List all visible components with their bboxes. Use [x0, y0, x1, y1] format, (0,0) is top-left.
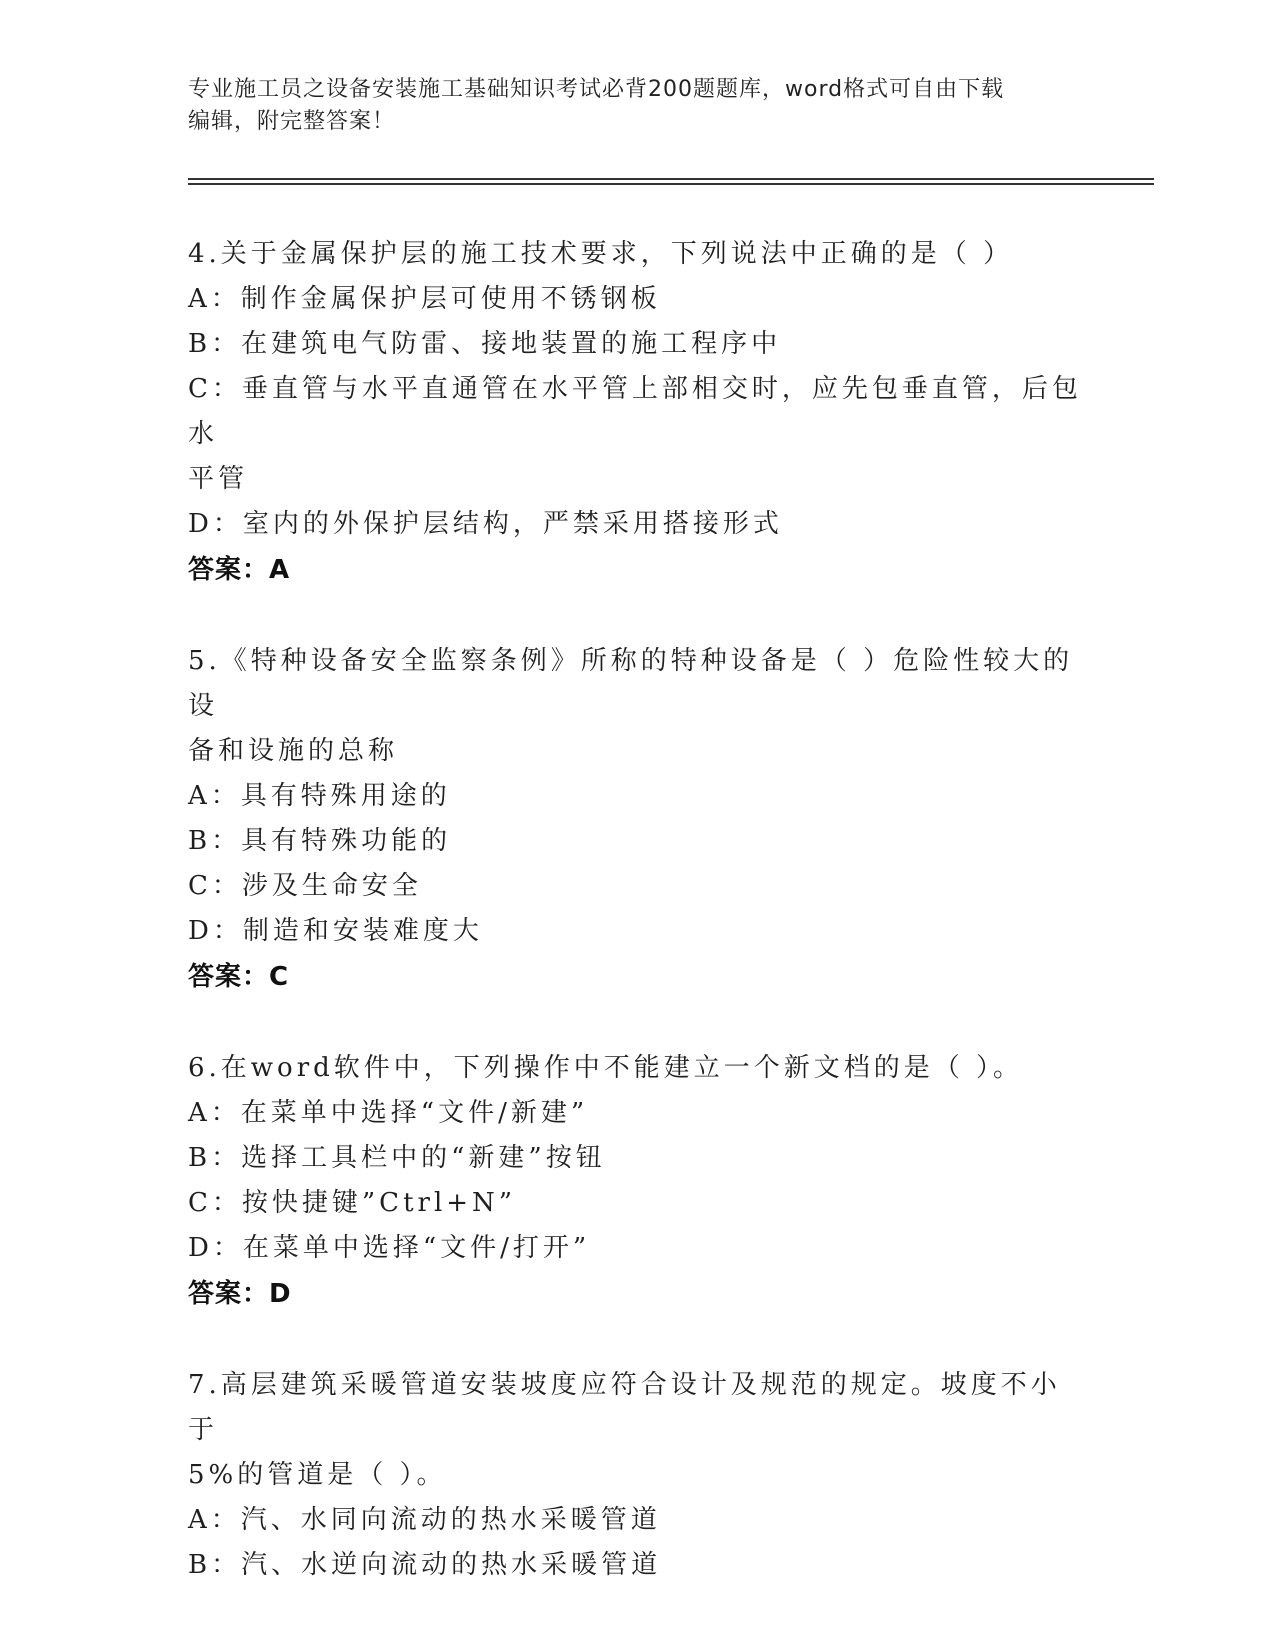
answer-line: 答案：A [188, 555, 291, 585]
question-stem: 5%的管道是（ ）。 [188, 1460, 447, 1490]
option-line: B：汽、水逆向流动的热水采暖管道 [188, 1550, 662, 1580]
question-stem: 4.关于金属保护层的施工技术要求，下列说法中正确的是（ ） [188, 239, 1014, 269]
option-line: C：按快捷键”Ctrl+N” [188, 1188, 517, 1218]
question-block [188, 232, 1088, 593]
option-line: A：制作金属保护层可使用不锈钢板 [188, 284, 661, 314]
option-line: D：制造和安装难度大 [188, 916, 483, 946]
header-divider-bottom [188, 183, 1154, 185]
question-block [188, 1363, 1088, 1588]
option-line: A：汽、水同向流动的热水采暖管道 [188, 1505, 661, 1535]
option-line: A：具有特殊用途的 [188, 781, 451, 811]
question-stem: 6.在word软件中，下列操作中不能建立一个新文档的是（ ）。 [188, 1053, 1024, 1083]
header-divider-top [188, 178, 1154, 180]
option-line: B：具有特殊功能的 [188, 826, 452, 856]
option-line: B：选择工具栏中的“新建”按钮 [188, 1143, 606, 1173]
option-line: C：垂直管与水平直通管在水平管上部相交时，应先包垂直管，后包水 [188, 374, 1082, 449]
option-line: D：室内的外保护层结构，严禁采用搭接形式 [188, 509, 783, 539]
question-block [188, 639, 1088, 1000]
question-stem: 备和设施的总称 [188, 736, 399, 766]
answer-line: 答案：C [188, 962, 290, 992]
option-line: 平管 [188, 464, 249, 494]
option-line: C：涉及生命安全 [188, 871, 422, 901]
question-list [188, 232, 1088, 1634]
option-line: A：在菜单中选择“文件/新建” [188, 1098, 589, 1128]
option-line: B：在建筑电气防雷、接地装置的施工程序中 [188, 329, 782, 359]
question-stem: 5.《特种设备安全监察条例》所称的特种设备是（ ）危险性较大的设 [188, 646, 1074, 721]
answer-line: 答案：D [188, 1279, 292, 1309]
question-stem: 7.高层建筑采暖管道安装坡度应符合设计及规范的规定。坡度不小于 [188, 1370, 1061, 1445]
header-line-2: 编辑，附完整答案！ [188, 109, 396, 134]
header-line-1: 专业施工员之设备安装施工基础知识考试必背200题题库，word格式可自由下载 [188, 77, 1005, 102]
document-header [188, 74, 1068, 138]
option-line: D：在菜单中选择“文件/打开” [188, 1233, 591, 1263]
question-block [188, 1046, 1088, 1317]
